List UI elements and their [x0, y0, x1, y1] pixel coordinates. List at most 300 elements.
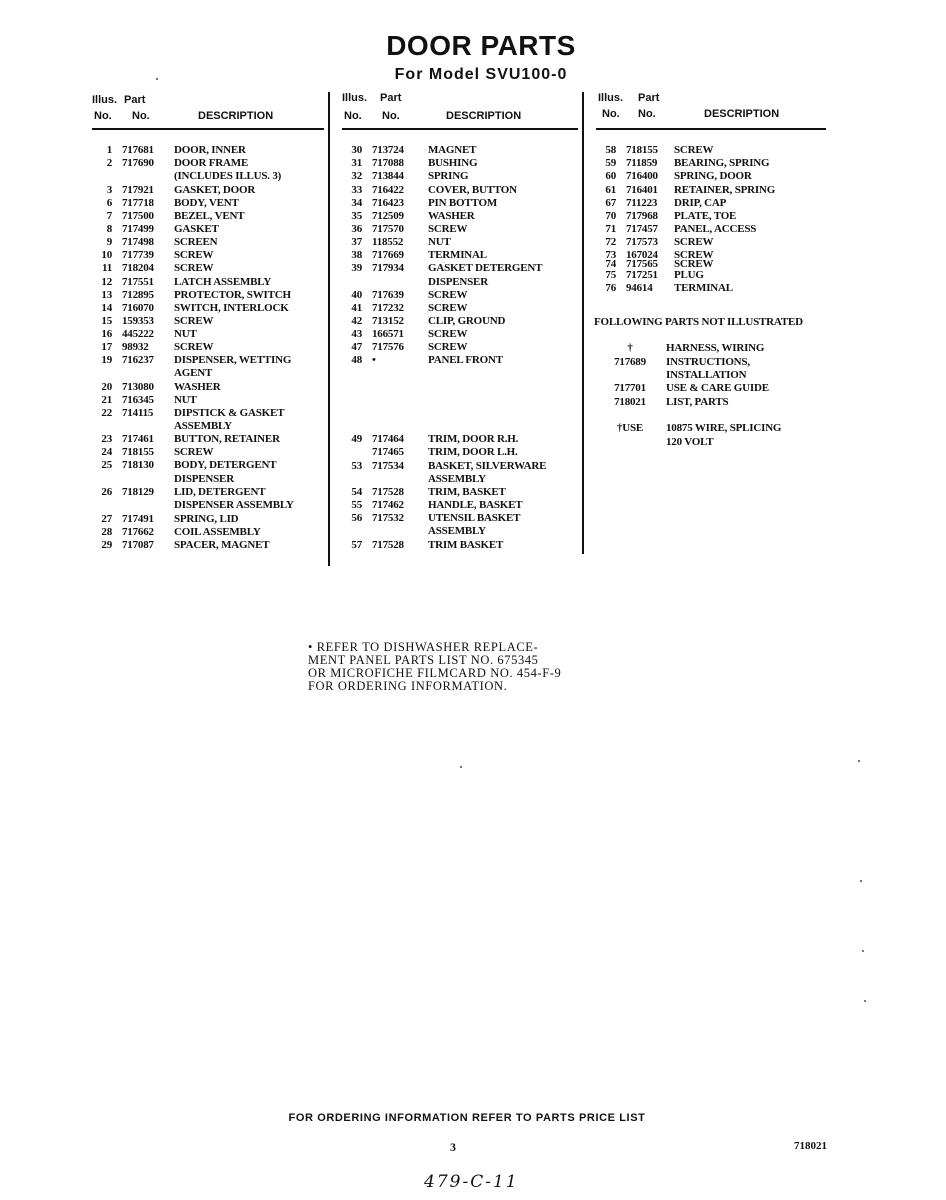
part-number: 718204	[122, 262, 154, 274]
parts-table-row	[596, 157, 826, 170]
illus-number: 7	[106, 210, 112, 222]
parts-table-row	[92, 420, 324, 433]
part-description: BASKET, SILVERWARE	[428, 460, 547, 472]
parts-table-row	[596, 184, 826, 197]
illus-number: 31	[351, 157, 362, 169]
column-header	[92, 92, 324, 130]
parts-table-row	[92, 223, 324, 236]
illus-number: 10	[101, 249, 112, 261]
parts-table-row	[92, 473, 324, 486]
part-description: SCREW	[174, 315, 214, 327]
part-number: 717576	[372, 341, 404, 353]
part-number: 717565	[626, 258, 658, 270]
illus-number: 58	[605, 144, 616, 156]
parts-table-row	[342, 184, 578, 197]
illus-number: 53	[351, 460, 362, 472]
part-description: SCREW	[428, 341, 468, 353]
part-description: INSTRUCTIONS,	[666, 356, 750, 368]
parts-column-3	[596, 92, 826, 294]
illus-number: 34	[351, 197, 362, 209]
parts-table-row	[596, 236, 826, 249]
part-number: 717669	[372, 249, 404, 261]
illus-number: 2	[106, 157, 112, 169]
scan-speck	[862, 950, 864, 952]
footnote-line: OR MICROFICHE FILMCARD NO. 454-F-9	[308, 666, 562, 680]
part-number: 717934	[372, 262, 404, 274]
illus-number: 1	[106, 144, 112, 156]
part-number: 717701	[614, 382, 646, 394]
part-number: 717461	[122, 433, 154, 445]
part-number: 717499	[122, 223, 154, 235]
part-number: 716345	[122, 394, 154, 406]
part-number: 717718	[122, 197, 154, 209]
parts-table-row	[92, 539, 324, 552]
part-description: SCREW	[674, 258, 714, 270]
part-number: 716422	[372, 184, 404, 196]
illus-number: 47	[351, 341, 362, 353]
illus-number: 72	[605, 236, 616, 248]
part-description: BUSHING	[428, 157, 478, 169]
part-number: 717462	[372, 499, 404, 511]
parts-table-row	[342, 249, 578, 262]
parts-table-row	[342, 144, 578, 157]
illus-number: 73	[605, 249, 616, 261]
parts-table-row	[342, 486, 578, 499]
part-description: DIPSTICK & GASKET	[174, 407, 285, 419]
part-description: BUTTON, RETAINER	[174, 433, 280, 445]
part-description: SPRING	[428, 170, 469, 182]
illus-number: 21	[101, 394, 112, 406]
illus-header-top: Illus.	[342, 92, 368, 104]
part-description: DISPENSER ASSEMBLY	[174, 499, 294, 511]
part-description: BEARING, SPRING	[674, 157, 770, 169]
part-description: DISPENSER, WETTING	[174, 354, 292, 366]
part-description: SCREW	[428, 328, 468, 340]
part-number: 718130	[122, 459, 154, 471]
part-number: 717573	[626, 236, 658, 248]
illus-number: 17	[101, 341, 112, 353]
illus-number: 27	[101, 513, 112, 525]
part-number: 717570	[372, 223, 404, 235]
part-description: TRIM, DOOR L.H.	[428, 446, 518, 458]
parts-table-row	[92, 394, 324, 407]
illus-number: 75	[605, 269, 616, 281]
part-description: PLUG	[674, 269, 704, 281]
part-description: NUT	[174, 328, 197, 340]
part-description: PANEL FRONT	[428, 354, 503, 366]
parts-table-row	[92, 486, 324, 499]
illus-number: 70	[605, 210, 616, 222]
part-description: SWITCH, INTERLOCK	[174, 302, 289, 314]
column-divider	[328, 92, 330, 566]
column-header	[596, 92, 826, 130]
illus-number: 22	[101, 407, 112, 419]
part-description: BODY, VENT	[174, 197, 239, 209]
not-illustrated-row	[594, 382, 834, 395]
part-number: 717498	[122, 236, 154, 248]
part-number: †	[627, 342, 633, 354]
parts-table-row	[92, 157, 324, 170]
part-description: HANDLE, BASKET	[428, 499, 523, 511]
illus-number: 26	[101, 486, 112, 498]
part-number: 713080	[122, 381, 154, 393]
part-number: 445222	[122, 328, 154, 340]
parts-table-row	[342, 223, 578, 236]
part-number: 159353	[122, 315, 154, 327]
part-description: LATCH ASSEMBLY	[174, 276, 272, 288]
footnote-line: • REFER TO DISHWASHER REPLACE-	[308, 640, 539, 654]
part-number: 712895	[122, 289, 154, 301]
illus-number: 3	[106, 184, 112, 196]
part-number: 712509	[372, 210, 404, 222]
part-number: 717528	[372, 486, 404, 498]
scan-speck	[860, 880, 862, 882]
parts-table-row	[92, 407, 324, 420]
illus-number: 20	[101, 381, 112, 393]
parts-table-row	[342, 262, 578, 275]
part-description: (INCLUDES ILLUS. 3)	[174, 170, 282, 182]
parts-table-row	[342, 197, 578, 210]
part-number: 166571	[372, 328, 404, 340]
illus-number: 8	[106, 223, 112, 235]
parts-column-1	[92, 92, 324, 551]
description-header: DESCRIPTION	[198, 110, 274, 122]
parts-table-row	[342, 276, 578, 289]
part-description: USE & CARE GUIDE	[666, 382, 769, 394]
part-description: RETAINER, SPRING	[674, 184, 776, 196]
parts-table-row	[92, 236, 324, 249]
illus-number: 40	[351, 289, 362, 301]
part-description: SCREEN	[174, 236, 218, 248]
parts-table-row	[92, 328, 324, 341]
part-description: ASSEMBLY	[428, 525, 486, 537]
page-subtitle: For Model SVU100-0	[394, 66, 568, 83]
document-code: 718021	[794, 1140, 827, 1152]
part-number: 98932	[122, 341, 149, 353]
description-header: DESCRIPTION	[446, 110, 522, 122]
parts-table-row	[342, 328, 578, 341]
parts-table-row	[92, 262, 324, 275]
part-description: ASSEMBLY	[428, 473, 486, 485]
part-description: DISPENSER	[428, 276, 488, 288]
handwritten-note: 479-C-11	[424, 1172, 519, 1192]
part-description: NUT	[428, 236, 451, 248]
illus-number: 57	[351, 539, 362, 551]
part-number: 717690	[122, 157, 154, 169]
illus-header-no: No.	[344, 110, 362, 122]
illus-number: 60	[605, 170, 616, 182]
part-description: TRIM, BASKET	[428, 486, 506, 498]
illus-number: 37	[351, 236, 362, 248]
illus-number: 61	[605, 184, 616, 196]
scan-speck	[858, 760, 860, 762]
part-number: 717491	[122, 513, 154, 525]
illus-number: 28	[101, 526, 112, 538]
part-description: BODY, DETERGENT	[174, 459, 277, 471]
part-description: SPRING, LID	[174, 513, 239, 525]
column-divider	[582, 92, 584, 554]
part-description: SCREW	[674, 144, 714, 156]
parts-table-row	[596, 210, 826, 223]
parts-table-row	[596, 282, 826, 295]
parts-table-row	[92, 302, 324, 315]
illus-number: 67	[605, 197, 616, 209]
part-description: SCREW	[674, 249, 714, 261]
illus-number: 15	[101, 315, 112, 327]
part-description: LID, DETERGENT	[174, 486, 266, 498]
part-number: 717662	[122, 526, 154, 538]
illus-number: 43	[351, 328, 362, 340]
part-description: GASKET, DOOR	[174, 184, 256, 196]
illus-number: 12	[101, 276, 112, 288]
parts-table-row	[342, 341, 578, 354]
illus-number: 11	[102, 262, 112, 274]
part-description: NUT	[174, 394, 197, 406]
illus-number: 39	[351, 262, 362, 274]
parts-table-row	[342, 236, 578, 249]
illus-number: 55	[351, 499, 362, 511]
illus-number: 54	[351, 486, 362, 498]
parts-table-row	[92, 526, 324, 539]
scan-speck	[460, 766, 462, 768]
part-description: DOOR FRAME	[174, 157, 249, 169]
parts-table-row	[342, 354, 578, 367]
part-description: ASSEMBLY	[174, 420, 232, 432]
parts-table-row	[342, 473, 578, 486]
part-description: TRIM BASKET	[428, 539, 504, 551]
parts-table-row	[342, 315, 578, 328]
part-header-top: Part	[638, 92, 660, 104]
illus-number: 56	[351, 512, 362, 524]
part-number: 717639	[372, 289, 404, 301]
ordering-information-line: FOR ORDERING INFORMATION REFER TO PARTS PRICE LIST	[288, 1112, 646, 1124]
part-header-top: Part	[124, 94, 146, 106]
parts-table-row	[596, 144, 826, 157]
illus-number: 13	[101, 289, 112, 301]
part-number: 717457	[626, 223, 658, 235]
illus-number: 25	[101, 459, 112, 471]
part-description: AGENT	[174, 367, 213, 379]
part-number: 717968	[626, 210, 658, 222]
part-description: COIL ASSEMBLY	[174, 526, 261, 538]
illus-number: 38	[351, 249, 362, 261]
part-number: 118552	[372, 236, 404, 248]
part-description: DOOR, INNER	[174, 144, 246, 156]
part-number: 94614	[626, 282, 653, 294]
part-description: SCREW	[174, 249, 214, 261]
part-description: SCREW	[674, 236, 714, 248]
parts-table-row	[92, 289, 324, 302]
part-number: 714115	[122, 407, 154, 419]
illus-number: 23	[101, 433, 112, 445]
parts-table-row	[342, 289, 578, 302]
part-description: SCREW	[428, 289, 468, 301]
illus-number: 59	[605, 157, 616, 169]
illus-number: 29	[101, 539, 112, 551]
parts-table-row	[342, 539, 578, 552]
part-description: GASKET	[174, 223, 219, 235]
part-description: SPRING, DOOR	[674, 170, 752, 182]
part-header-no: No.	[638, 108, 656, 120]
parts-table-row	[342, 433, 578, 446]
illus-number: 24	[101, 446, 112, 458]
part-description: SPACER, MAGNET	[174, 539, 270, 551]
parts-table-row	[596, 197, 826, 210]
part-header-no: No.	[132, 110, 150, 122]
description-header: DESCRIPTION	[704, 108, 780, 120]
illus-number: 14	[101, 302, 112, 314]
part-number: 717251	[626, 269, 658, 281]
part-header-top: Part	[380, 92, 402, 104]
part-description: SCREW	[428, 223, 468, 235]
part-description: WASHER	[174, 381, 221, 393]
footnote-line: MENT PANEL PARTS LIST NO. 675345	[308, 653, 539, 667]
part-description: WASHER	[428, 210, 475, 222]
illus-number: 42	[351, 315, 362, 327]
parts-table-row	[92, 354, 324, 367]
parts-table-row	[342, 446, 578, 459]
illus-header-no: No.	[94, 110, 112, 122]
part-number: 718155	[122, 446, 154, 458]
parts-table-row	[342, 210, 578, 223]
parts-table-row	[342, 170, 578, 183]
illus-number: 33	[351, 184, 362, 196]
part-number: 717232	[372, 302, 404, 314]
parts-table-row	[92, 341, 324, 354]
page-title: DOOR PARTS	[386, 30, 576, 61]
footnote-line: FOR ORDERING INFORMATION.	[308, 679, 508, 693]
part-number: †USE	[616, 422, 644, 434]
illus-number: 9	[106, 236, 112, 248]
part-description: PROTECTOR, SWITCH	[174, 289, 291, 301]
part-description: UTENSIL BASKET	[428, 512, 521, 524]
part-description: DISPENSER	[174, 473, 234, 485]
part-description: PANEL, ACCESS	[674, 223, 757, 235]
part-description: SCREW	[174, 262, 214, 274]
part-number: •	[372, 354, 376, 366]
part-description: TRIM, DOOR R.H.	[428, 433, 519, 445]
illus-number: 41	[351, 302, 362, 314]
illus-number: 16	[101, 328, 112, 340]
parts-table-row	[342, 157, 578, 170]
part-number: 717087	[122, 539, 154, 551]
part-number: 717551	[122, 276, 154, 288]
part-number: 716401	[626, 184, 658, 196]
illus-number: 48	[351, 354, 362, 366]
part-number: 717500	[122, 210, 154, 222]
illus-number: 49	[351, 433, 362, 445]
scan-speck	[864, 1000, 866, 1002]
part-description: PIN BOTTOM	[428, 197, 498, 209]
part-number: 718129	[122, 486, 154, 498]
not-illustrated-heading: FOLLOWING PARTS NOT ILLUSTRATED	[594, 316, 803, 328]
illus-number: 35	[351, 210, 362, 222]
part-description: BEZEL, VENT	[174, 210, 245, 222]
parts-table-row	[596, 170, 826, 183]
not-illustrated-row	[594, 369, 834, 382]
part-number: 713844	[372, 170, 404, 182]
parts-table-row	[92, 446, 324, 459]
parts-table-row	[342, 302, 578, 315]
part-description: HARNESS, WIRING	[666, 342, 765, 354]
not-illustrated-row	[594, 342, 834, 355]
part-description: SCREW	[428, 302, 468, 314]
illus-number: 76	[605, 282, 616, 294]
parts-table-row	[92, 249, 324, 262]
illus-number: 30	[351, 144, 362, 156]
part-description: TERMINAL	[428, 249, 487, 261]
part-number: 717739	[122, 249, 154, 261]
illus-number: 32	[351, 170, 362, 182]
parts-table-row	[92, 381, 324, 394]
parts-table-row	[92, 513, 324, 526]
parts-table-row	[342, 460, 578, 473]
part-number: 717464	[372, 433, 404, 445]
part-number: 167024	[626, 249, 658, 261]
parts-table-row	[92, 433, 324, 446]
parts-table-row	[342, 512, 578, 525]
parts-table-row	[92, 184, 324, 197]
part-number: 717088	[372, 157, 404, 169]
not-illustrated-row	[594, 356, 834, 369]
illus-number: 19	[101, 354, 112, 366]
not-illustrated-row	[594, 422, 834, 435]
footnote	[308, 641, 561, 693]
part-number: 711859	[626, 157, 658, 169]
parts-table-row	[342, 499, 578, 512]
part-description: LIST, PARTS	[666, 396, 729, 408]
parts-table-row	[596, 223, 826, 236]
part-number: 716237	[122, 354, 154, 366]
part-number: 717921	[122, 184, 154, 196]
part-description: CLIP, GROUND	[428, 315, 506, 327]
illus-header-no: No.	[602, 108, 620, 120]
parts-table-row	[342, 525, 578, 538]
part-number: 718155	[626, 144, 658, 156]
part-description: INSTALLATION	[666, 369, 747, 381]
part-number: 717681	[122, 144, 154, 156]
parts-table-row	[596, 269, 826, 282]
scan-speck	[156, 78, 158, 80]
illus-header-top: Illus.	[598, 92, 624, 104]
parts-table-row	[92, 170, 324, 183]
part-description: COVER, BUTTON	[428, 184, 517, 196]
part-header-no: No.	[382, 110, 400, 122]
part-number: 717465	[372, 446, 404, 458]
part-number: 716400	[626, 170, 658, 182]
illus-number: 74	[605, 258, 616, 270]
parts-table-row	[92, 367, 324, 380]
part-number: 717534	[372, 460, 404, 472]
parts-table-row	[92, 197, 324, 210]
page-number: 3	[450, 1140, 456, 1154]
part-description: DRIP, CAP	[674, 197, 727, 209]
parts-column-2	[342, 92, 578, 551]
part-description: PLATE, TOE	[674, 210, 737, 222]
part-number: 717528	[372, 539, 404, 551]
part-number: 711223	[626, 197, 658, 209]
part-number: 713724	[372, 144, 404, 156]
illus-number: 71	[605, 223, 616, 235]
illus-header-top: Illus.	[92, 94, 118, 106]
part-description: SCREW	[174, 446, 214, 458]
illus-number: 6	[106, 197, 112, 209]
not-illustrated-row	[594, 396, 834, 409]
part-description: TERMINAL	[674, 282, 733, 294]
parts-table-row	[92, 459, 324, 472]
part-number: 717532	[372, 512, 404, 524]
part-number: 716423	[372, 197, 404, 209]
